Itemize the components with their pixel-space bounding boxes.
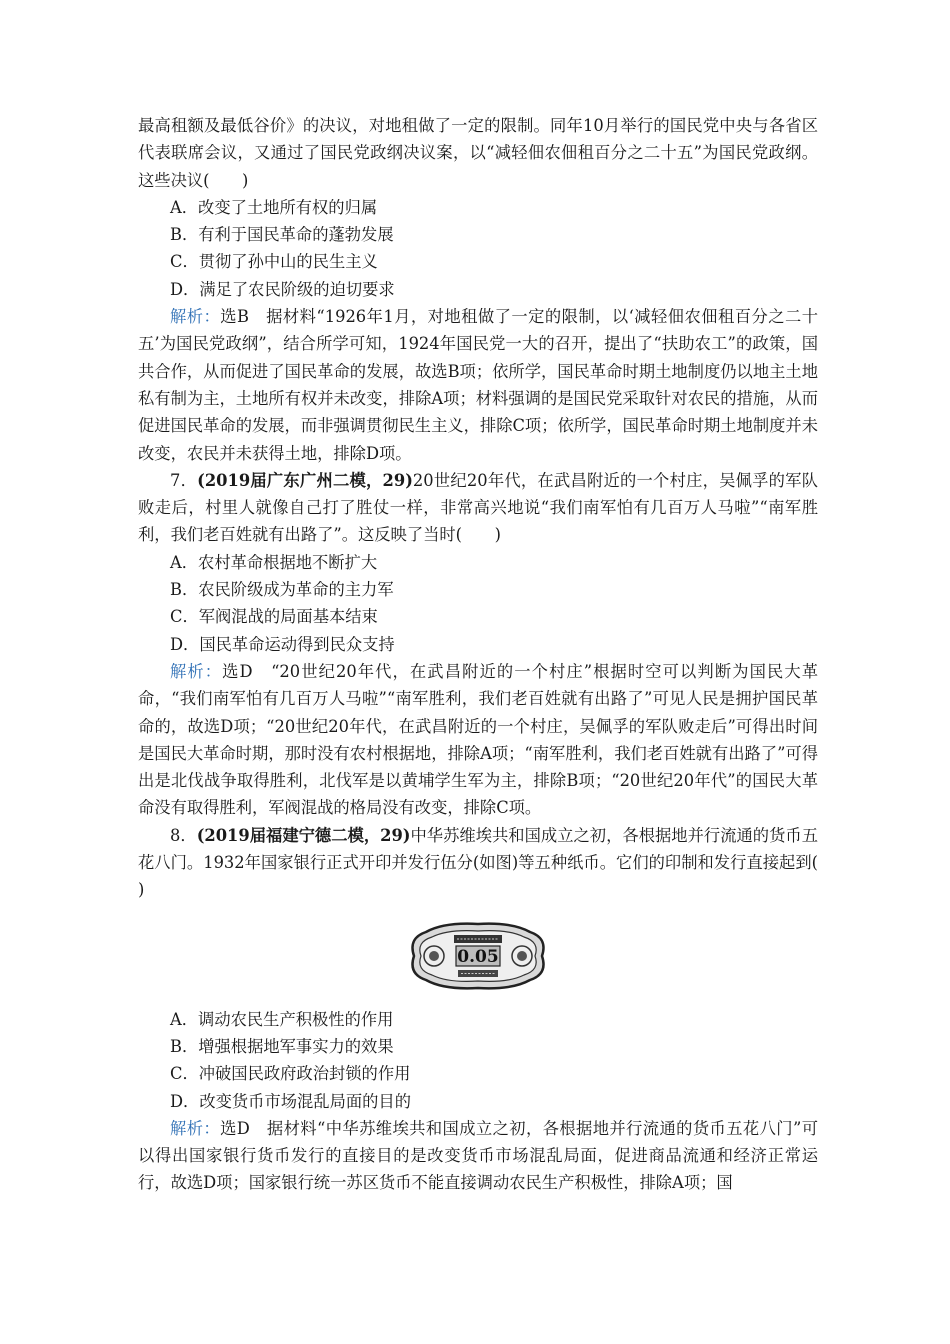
q8-option-c: C．冲破国民政府政治封锁的作用 [170, 1064, 411, 1084]
q7-option-d: D．国民革命运动得到民众支持 [170, 634, 395, 654]
q7-source: (2019届广东广州二模，29) [197, 470, 413, 490]
q6-option-d: D．满足了农民阶级的迫切要求 [170, 279, 395, 299]
q8-option-d: D．改变货币市场混乱局面的目的 [170, 1091, 411, 1111]
banknote-image [404, 918, 552, 994]
q6-analysis-text: 选B 据材料“1926年1月，对地租做了一定的限制，以‘减轻佃农佃租百分之二十五’为国民党政纲”，结合所学可知，1924年国民党一大的召开，提出了“扶助农工”的政策，国共合作，从而促进了国民革命的发展，故选B项；依所学，国民革命时期土地制度仍以地主土地私有制为主，土地所有权并未改变，排除A项；材料强调的是国民党采取针对农民的措施，从而促进国民革命的发展，而非强调贯彻民生主义，排除C项；依所学，国民革命时期土地制度并未改变，农民并未获得土地，排除D项。 [138, 307, 818, 463]
q7-analysis [138, 658, 818, 822]
banknote-denomination: 0.05 [457, 946, 499, 967]
q8-analysis [138, 1115, 818, 1197]
q7-stem [138, 467, 818, 549]
q7-number: 7． [170, 470, 198, 490]
q7-analysis-label: 解析： [170, 661, 223, 681]
q6-option-c: C．贯彻了孙中山的民生主义 [170, 252, 378, 272]
q7-option-a: A．农村革命根据地不断扩大 [170, 552, 378, 572]
q6-option-a: A．改变了土地所有权的归属 [170, 197, 378, 217]
q6-analysis-label: 解析： [170, 307, 221, 327]
q8-analysis-label: 解析： [170, 1118, 221, 1138]
q8-stem-text: 中华苏维埃共和国成立之初，各根据地并行流通的货币五花八门。1932年国家银行正式开印并发行伍分(如图)等五种纸币。它们的印制和发行直接起到( ) [138, 825, 851, 900]
banknote-figure [138, 918, 818, 996]
q7-stem-text: 20世纪20年代，在武昌附近的一个村庄，吴佩孚的军队败走后，村里人就像自己打了胜仗一样，非常高兴地说“我们南军怕有几百万人马啦”“南军胜利，我们老百姓就有出路了”。这反映了当时( ) [138, 470, 819, 545]
q7-option-c: C．军阀混战的局面基本结束 [170, 607, 378, 627]
q8-option-a: A．调动农民生产积极性的作用 [170, 1009, 394, 1029]
q7-option-b: B．农民阶级成为革命的主力军 [170, 580, 394, 600]
document-page [138, 112, 851, 1197]
q6-analysis [138, 303, 818, 467]
q7-analysis-text: 选D “20世纪20年代，在武昌附近的一个村庄”根据时空可以判断为国民大革命，“我们南军怕有几百万人马啦”“南军胜利，我们老百姓就有出路了”可见人民是拥护国民革命的，故选D项；“20世纪20年代，在武昌附近的一个村庄，吴佩孚的军队败走后”可得出时间是国民大革命时期，那时没有农村根据地，排除A项；“南军胜利，我们老百姓就有出路了”可得出是北伐战争取得胜利，北伐军是以黄埔学生军为主，排除B项；“20世纪20年代”的国民大革命没有取得胜利，军阀混战的格局没有改变，排除C项。 [138, 661, 818, 818]
q8-stem [138, 822, 851, 904]
q8-number: 8． [170, 825, 197, 845]
q6-option-b: B．有利于国民革命的蓬勃发展 [170, 225, 394, 245]
q6-stem-continuation: 最高租额及最低谷价》的决议，对地租做了一定的限制。同年10月举行的国民党中央与各省区代表联席会议，又通过了国民党政纲决议案，以“减轻佃农佃租百分之二十五”为国民党政纲。这些决议( ) [138, 116, 818, 190]
q8-source: (2019届福建宁德二模，29) [196, 825, 411, 845]
q8-option-b: B．增强根据地军事实力的效果 [170, 1036, 394, 1056]
q8-analysis-text: 选D 据材料“中华苏维埃共和国成立之初，各根据地并行流通的货币五花八门”可以得出国家银行货币发行的直接目的是改变货币市场混乱局面，促进商品流通和经济正常运行，故选D项；国家银行统一苏区货币不能直接调动农民生产积极性，排除A项；国 [138, 1118, 818, 1193]
